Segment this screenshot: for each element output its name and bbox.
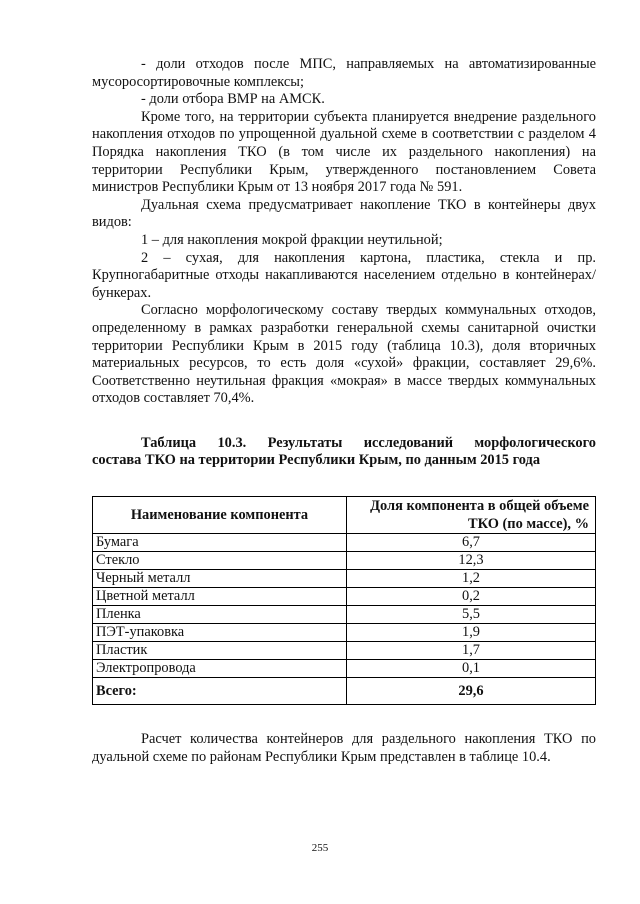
component-share: 0,1: [347, 660, 596, 678]
component-name: Черный металл: [93, 570, 347, 588]
table-header-row: [93, 497, 596, 534]
paragraph: - доли отбора ВМР на АМСК.: [141, 91, 325, 108]
component-name: Пленка: [93, 606, 347, 624]
paragraph: Кроме того, на территории субъекта планируется внедрение раздельного накопления отходов по упрощенной дуальной схеме в соответствии с разделом 4 Порядка накопления ТКО (в том числе их раздельного накопления) на территории Республики Крым, утвержденного постановлением Совета министров Республики Крым от 13 ноября 2017 года № 591.: [92, 108, 596, 196]
table-total-row: [93, 678, 596, 705]
component-name: Стекло: [93, 552, 347, 570]
component-share: 5,5: [347, 606, 596, 624]
paragraph: 1 – для накопления мокрой фракции неутильной;: [141, 231, 443, 248]
table-row: [93, 534, 596, 552]
paragraph: Дуальная схема предусматривает накопление ТКО в контейнеры двух видов:: [92, 196, 596, 231]
paragraph: Расчет количества контейнеров для раздельного накопления ТКО по дуальной схеме по районам Республики Крым представлен в таблице 10.4.: [92, 731, 596, 765]
column-header-component: Наименование компонента: [93, 497, 347, 534]
component-share: 0,2: [347, 588, 596, 606]
total-value: 29,6: [347, 678, 596, 705]
component-share: 1,7: [347, 642, 596, 660]
table-caption: [92, 435, 596, 470]
paragraph: - доли отходов после МПС, направляемых на автоматизированные мусоросортировочные комплексы;: [92, 56, 596, 90]
component-name: Электропровода: [93, 660, 347, 678]
paragraph: 2 – сухая, для накопления картона, пластика, стекла и пр. Крупногабаритные отходы накапливаются населением отдельно в контейнерах/бункерах.: [92, 249, 596, 301]
table-row: [93, 552, 596, 570]
composition-table: [92, 496, 596, 705]
table-row: [93, 606, 596, 624]
component-name: Цветной металл: [93, 588, 347, 606]
page-content: [92, 56, 596, 766]
total-label: Всего:: [93, 678, 347, 705]
table-row: [93, 624, 596, 642]
table-row: [93, 570, 596, 588]
table-row: [93, 642, 596, 660]
table-row: [93, 588, 596, 606]
component-share: 6,7: [347, 534, 596, 552]
component-name: Пластик: [93, 642, 347, 660]
component-share: 12,3: [347, 552, 596, 570]
table-caption-line2: состава ТКО на территории Республики Крым, по данным 2015 года: [92, 452, 541, 469]
table-caption-line1: Таблица 10.3. Результаты исследований морфологического: [141, 434, 596, 451]
column-header-share: Доля компонента в общей объеме ТКО (по массе), %: [347, 497, 596, 534]
table-row: [93, 660, 596, 678]
component-name: Бумага: [93, 534, 347, 552]
page-number: 255: [311, 842, 329, 854]
component-share: 1,9: [347, 624, 596, 642]
component-name: ПЭТ-упаковка: [93, 624, 347, 642]
paragraph: Согласно морфологическому составу твердых коммунальных отходов, определенному в рамках разработки генеральной схемы санитарной очистки территории Республики Крым в 2015 году (таблица 10.3), доля вторичных материальных ресурсов, то есть доля «сухой» фракции, составляет 29,6%. Соответственно неутильная фракция «мокрая» в массе твердых коммунальных отходов составляет 70,4%.: [92, 302, 596, 407]
component-share: 1,2: [347, 570, 596, 588]
